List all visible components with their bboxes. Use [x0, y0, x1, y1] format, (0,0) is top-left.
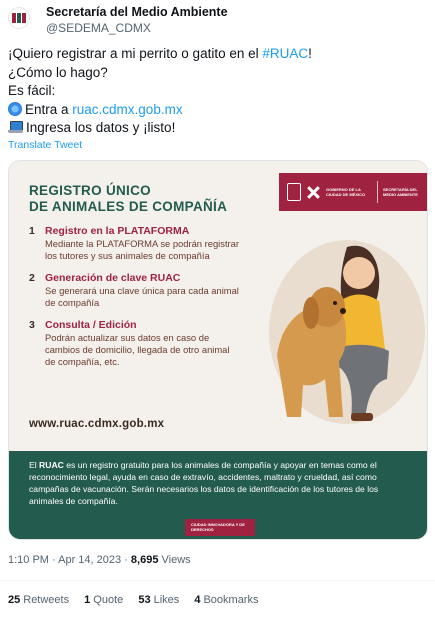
views-label: Views — [158, 554, 191, 566]
face-shape — [343, 257, 375, 289]
step-body: Mediante la PLATAFORMA se podrán registrar los tutores y sus animales de compañía — [45, 238, 240, 261]
hashtag-link[interactable]: #RUAC — [262, 46, 309, 61]
stat-count: 4 — [194, 594, 201, 606]
engagement-stats — [8, 594, 270, 606]
tweet-text-fragment: ¡Quiero registrar a mi perrito o gatito en el — [8, 46, 263, 61]
step-title: Registro en la PLATAFORMA — [45, 225, 190, 237]
dog-nose-shape — [340, 308, 346, 314]
info-band — [9, 451, 428, 540]
translate-tweet-link[interactable]: Translate Tweet — [8, 139, 83, 151]
likes-stat[interactable] — [138, 594, 179, 606]
cdmx-logo-icon — [12, 13, 26, 23]
stat-count: 25 — [8, 594, 21, 606]
card-title-line-1: REGISTRO ÚNICO — [29, 183, 151, 198]
step-number: 2 — [29, 272, 35, 284]
site-url: www.ruac.cdmx.gob.mx — [29, 418, 165, 430]
step-item — [29, 225, 239, 262]
tweet-text-fragment: Entra a — [25, 101, 73, 117]
stat-label: Likes — [153, 594, 180, 606]
shoe-shape — [351, 413, 373, 421]
info-text — [29, 459, 414, 507]
stat-label: Quote — [93, 594, 124, 606]
card-title-line-2: DE ANIMALES DE COMPAÑÍA — [29, 199, 228, 214]
gov-text-secretaria: SECRETARÍA DEL MEDIO AMBIENTE — [383, 187, 418, 197]
woman-and-dog-illustration — [247, 237, 427, 427]
bookmarks-stat[interactable] — [194, 594, 258, 606]
info-text-bold: RUAC — [39, 460, 64, 470]
dog-eye-shape — [333, 301, 337, 305]
retweets-stat[interactable] — [8, 594, 69, 606]
laptop-icon — [8, 121, 23, 133]
tweet-line-2: ¿Cómo lo hago? — [8, 64, 108, 80]
step-item — [29, 319, 239, 368]
gov-text: GOBIERNO DE LA CIUDAD DE MÉXICO — [326, 187, 366, 197]
divider — [377, 181, 378, 203]
seal-icon — [287, 183, 301, 201]
card-title — [29, 183, 227, 215]
avatar[interactable] — [8, 7, 30, 29]
tweet-header — [8, 3, 428, 35]
step-title: Consulta / Edición — [45, 319, 137, 331]
sweater-shape — [341, 294, 385, 353]
account-name[interactable]: Secretaría del Medio Ambiente — [46, 5, 228, 19]
account-handle[interactable]: @SEDEMA_CDMX — [46, 21, 151, 35]
step-number: 3 — [29, 319, 35, 331]
globe-icon — [8, 102, 22, 116]
tweet-line-5 — [8, 119, 428, 138]
stat-label: Bookmarks — [203, 594, 259, 606]
stat-count: 53 — [138, 594, 151, 606]
tweet-timestamp[interactable]: 1:10 PM · Apr 14, 2023 · — [8, 554, 131, 566]
government-banner — [279, 173, 428, 211]
step-body: Se generará una clave única para cada animal de compañía — [45, 285, 239, 308]
tweet-text-fragment: ! — [308, 46, 312, 61]
tweet-meta — [8, 554, 191, 566]
tweet-image-card[interactable] — [8, 160, 428, 540]
tweet-line-3: Es fácil: — [8, 83, 56, 98]
steps-list — [29, 225, 239, 378]
step-number: 1 — [29, 225, 35, 237]
ruac-link[interactable]: ruac.cdmx.gob.mx — [72, 101, 183, 117]
info-text-fragment: es un registro gratuito para los animales de compañía y apoyar en temas como el reconocimiento legal, ayuda en caso de extravío, accidentes, maltrato y crueldad, así como campañas de vacunación. Serán necesarios los datos de identificación de los tutores de los animales de compañía. — [29, 460, 379, 506]
city-badge: CIUDAD INNOVADORA Y DE DERECHOS — [185, 519, 255, 536]
views-count: 8,695 — [130, 554, 159, 566]
tweet-text — [8, 45, 428, 138]
dog-ear-shape — [303, 297, 319, 329]
tweet-line-1 — [8, 45, 428, 64]
tweet-line-4 — [8, 101, 428, 120]
quotes-stat[interactable] — [84, 594, 123, 606]
info-text-fragment: El — [29, 460, 40, 470]
step-body: Podrán actualizar sus datos en caso de cambios de domicilio, llegada de otro animal de compañía, etc. — [45, 332, 230, 367]
cdmx-logo-icon — [306, 185, 321, 200]
stat-count: 1 — [84, 594, 91, 606]
tweet-text-fragment: Ingresa los datos y ¡listo! — [26, 120, 176, 135]
stat-label: Retweets — [23, 594, 70, 606]
step-title: Generación de clave RUAC — [45, 272, 181, 284]
step-item — [29, 272, 239, 309]
divider — [0, 580, 435, 581]
